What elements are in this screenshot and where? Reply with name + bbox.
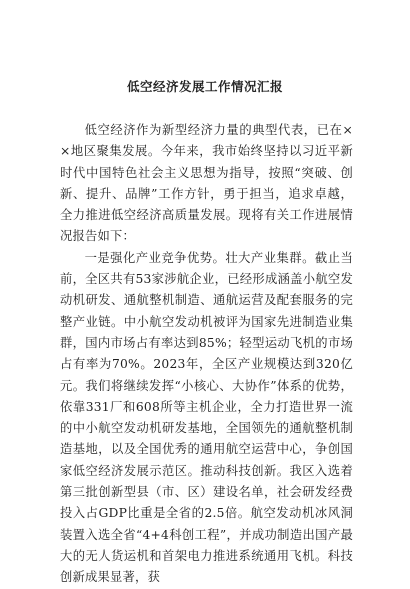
paragraph-industry: 一是强化产业竞争优势。壮大产业集群。截止当前，全区共有53家涉航企业，已经形成涵盖小航空发动机研发、通航整机制造、通航运营及配套服务的完整产业链。中小航空发动机被评为国家先进制造业集群，国内市场占有率达到85%；轻型运动飞机的市场占有率为70%。2023年，全区产业规模达到320亿元。我们将继续发挥“小核心、大协作”体系的优势，依靠331厂和608所等主机企业，全力打造世界一流的中小航空发动机研发基地，全国领先的通航整机制造基地，以及全国优秀的通用航空运营中心，争创国家低空经济发展示范区。推动科技创新。我区入选着第三批创新型县（市、区）建设名单，社会研发经费投入占GDP比重是全省的2.5倍。航空发动机冰风洞装置入选全省“4+4科创工程”，并成功制造出国产最大的无人货运机和首架电力推进系统通用飞机。科技创新成果显著，获 (60, 250, 353, 585)
document-title: 低空经济发展工作情况汇报 (126, 79, 283, 94)
paragraph-intro: 低空经济作为新型经济力量的典型代表，已在××地区聚集发展。今年来，我市始终坚持以习近平新时代中国特色社会主义思想为指导，按照“突破、创新、提升、品牌”工作方针，勇于担当，追求卓越，全力推进低空经济高质量发展。现将有关工作进展情况报告如下： (60, 123, 353, 244)
document-body (60, 120, 353, 589)
